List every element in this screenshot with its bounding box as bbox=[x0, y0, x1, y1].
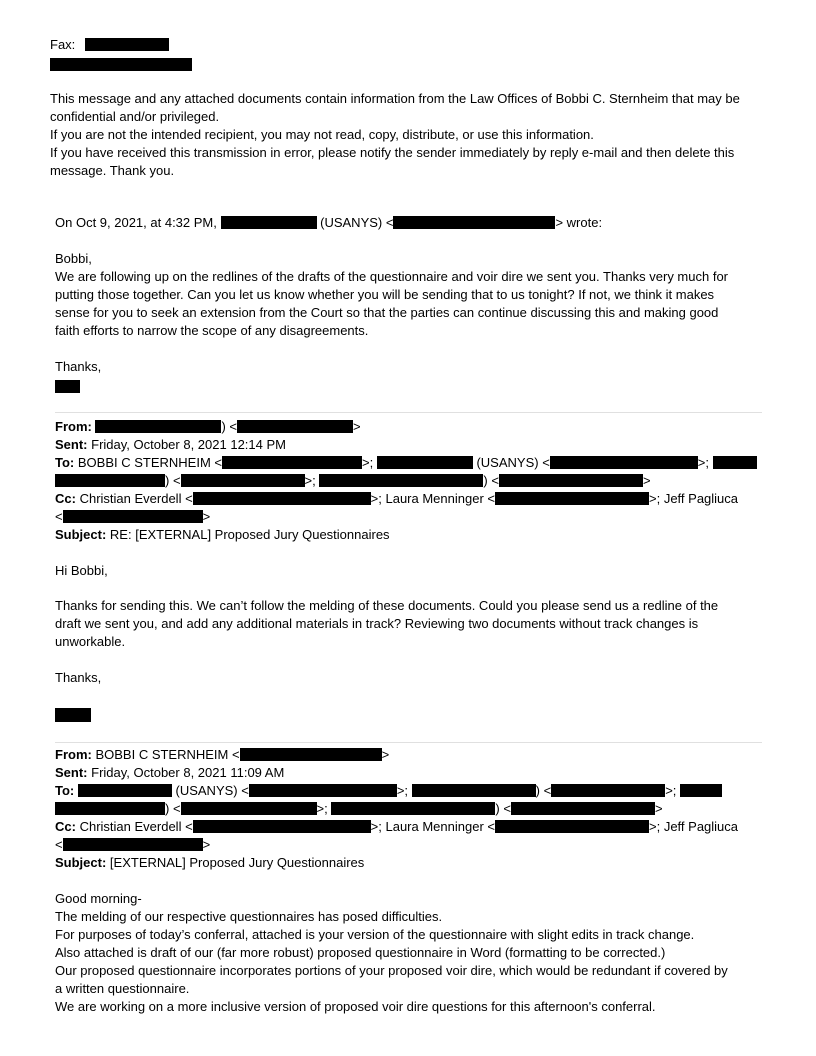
cc-name: Christian Everdell < bbox=[79, 819, 193, 834]
body-line: Thanks for sending this. We can’t follow the melding of these documents. Could you please send us a redline of the bbox=[55, 598, 719, 613]
cc-name: Jeff Pagliuca bbox=[663, 819, 739, 834]
redaction bbox=[499, 474, 643, 487]
cc-row bbox=[55, 490, 816, 508]
redaction bbox=[222, 456, 362, 469]
sent-value: Friday, October 8, 2021 12:14 PM bbox=[91, 437, 286, 452]
fax-number-row bbox=[50, 56, 816, 74]
separator: ) < bbox=[535, 783, 552, 798]
separator: ) < bbox=[165, 473, 181, 488]
redaction bbox=[78, 784, 172, 797]
body-line: For purposes of today’s conferral, attached is your version of the questionnaire with slight edits in track change. bbox=[55, 927, 695, 942]
separator: > bbox=[353, 419, 361, 434]
redaction bbox=[249, 784, 397, 797]
separator: >; bbox=[362, 455, 374, 470]
cc-label: Cc: bbox=[55, 819, 76, 834]
to-name: BOBBI C STERNHEIM < bbox=[77, 455, 222, 470]
separator: > bbox=[654, 801, 663, 816]
redaction bbox=[550, 456, 698, 469]
to-row bbox=[55, 782, 816, 800]
redaction bbox=[240, 748, 382, 761]
email2-signature bbox=[55, 707, 816, 725]
quote-suffix: > wrote: bbox=[555, 215, 603, 230]
redaction bbox=[511, 802, 655, 815]
cc-name: Laura Menninger < bbox=[385, 819, 495, 834]
redaction bbox=[551, 784, 665, 797]
subject-label: Subject: bbox=[55, 527, 107, 542]
cc-row-continued bbox=[55, 508, 816, 526]
fax-label: Fax: bbox=[50, 37, 76, 52]
to-row bbox=[55, 454, 816, 472]
sent-label: Sent: bbox=[55, 437, 88, 452]
redaction bbox=[221, 216, 317, 229]
separator: >; bbox=[316, 801, 328, 816]
redaction bbox=[331, 802, 495, 815]
separator: >; bbox=[665, 783, 677, 798]
separator: >; bbox=[697, 455, 710, 470]
redaction bbox=[680, 784, 722, 797]
separator: >; bbox=[304, 473, 316, 488]
redaction bbox=[193, 492, 371, 505]
subject-value: [EXTERNAL] Proposed Jury Questionnaires bbox=[109, 855, 365, 870]
body-line: Our proposed questionnaire incorporates portions of your proposed voir dire, which would be redundant if covered by bbox=[55, 963, 728, 978]
body-line: a written questionnaire. bbox=[55, 981, 190, 996]
email3-body bbox=[55, 890, 816, 1016]
body-line: We are following up on the redlines of the drafts of the questionnaire and voir dire we sent you. Thanks very much for bbox=[55, 269, 729, 284]
cc-name: Jeff Pagliuca bbox=[663, 491, 739, 506]
body-line: Good morning- bbox=[55, 891, 142, 906]
subject-row bbox=[55, 526, 816, 544]
to-org: (USANYS) < bbox=[476, 455, 550, 470]
sent-row bbox=[55, 436, 816, 454]
separator: >; bbox=[648, 491, 664, 506]
redaction bbox=[495, 820, 649, 833]
subject-value: RE: [EXTERNAL] Proposed Jury Questionnaires bbox=[109, 527, 390, 542]
from-row bbox=[55, 746, 816, 764]
separator: ) < bbox=[221, 419, 238, 434]
redaction bbox=[237, 420, 353, 433]
cc-name: Laura Menninger < bbox=[385, 491, 495, 506]
separator: > bbox=[202, 837, 211, 852]
redaction bbox=[319, 474, 483, 487]
body-line: Also attached is draft of our (far more robust) proposed questionnaire in Word (formatting to be corrected.) bbox=[55, 945, 666, 960]
cc-row-continued bbox=[55, 836, 816, 854]
disclaimer-line: If you are not the intended recipient, you may not read, copy, distribute, or use this information. bbox=[50, 127, 594, 142]
cc-name: Christian Everdell < bbox=[79, 491, 193, 506]
divider bbox=[55, 412, 762, 413]
cc-row bbox=[55, 818, 816, 836]
redaction bbox=[181, 802, 317, 815]
subject-row bbox=[55, 854, 816, 872]
email1-closing: Thanks, bbox=[55, 359, 102, 374]
redaction bbox=[193, 820, 371, 833]
email2-header bbox=[55, 418, 816, 544]
redaction bbox=[95, 420, 221, 433]
disclaimer-line: If you have received this transmission in error, please notify the sender immediately by reply e-mail and then delete this bbox=[50, 145, 735, 160]
sent-value: Friday, October 8, 2021 11:09 AM bbox=[91, 765, 285, 780]
body-line: unworkable. bbox=[55, 634, 126, 649]
divider bbox=[55, 742, 762, 743]
redaction bbox=[713, 456, 757, 469]
separator: > bbox=[381, 747, 390, 762]
separator: ) < bbox=[495, 801, 511, 816]
redaction bbox=[63, 510, 203, 523]
email1-signature bbox=[55, 378, 816, 396]
to-label: To: bbox=[55, 455, 75, 470]
cc-label: Cc: bbox=[55, 491, 76, 506]
body-line: faith efforts to narrow the scope of any disagreements. bbox=[55, 323, 369, 338]
body-line: putting those together. Can you let us know whether you will be sending that to us tonight? If not, we think it makes bbox=[55, 287, 715, 302]
separator: > bbox=[642, 473, 651, 488]
from-label: From: bbox=[55, 419, 92, 434]
quote-header bbox=[55, 214, 816, 232]
redaction bbox=[85, 38, 169, 51]
email2-body bbox=[55, 597, 816, 651]
body-line: sense for you to seek an extension from the Court so that the parties can continue discussing this and making good bbox=[55, 305, 719, 320]
redaction bbox=[50, 58, 192, 71]
body-line: The melding of our respective questionnaires has posed difficulties. bbox=[55, 909, 443, 924]
from-label: From: bbox=[55, 747, 92, 762]
body-line: We are working on a more inclusive version of proposed voir dire questions for this afternoon's conferral. bbox=[55, 999, 656, 1014]
fax-line bbox=[50, 36, 816, 54]
redaction bbox=[63, 838, 203, 851]
redaction bbox=[55, 474, 165, 487]
redaction bbox=[55, 708, 91, 722]
greeting: Bobbi, bbox=[55, 251, 92, 266]
from-row bbox=[55, 418, 816, 436]
separator: >; bbox=[396, 783, 409, 798]
to-org: (USANYS) < bbox=[175, 783, 249, 798]
sent-row bbox=[55, 764, 816, 782]
separator: >; bbox=[648, 819, 664, 834]
redaction bbox=[55, 802, 165, 815]
redaction bbox=[55, 380, 80, 393]
separator: ) < bbox=[165, 801, 181, 816]
disclaimer-line: confidential and/or privileged. bbox=[50, 109, 220, 124]
from-value: BOBBI C STERNHEIM < bbox=[95, 747, 240, 762]
disclaimer bbox=[50, 90, 816, 180]
separator: >; bbox=[370, 819, 386, 834]
quote-org: (USANYS) < bbox=[320, 215, 394, 230]
redaction bbox=[412, 784, 536, 797]
separator: >; bbox=[370, 491, 386, 506]
disclaimer-line: This message and any attached documents contain information from the Law Offices of Bobbi C. Sternheim that may be bbox=[50, 91, 740, 106]
disclaimer-line: message. Thank you. bbox=[50, 163, 175, 178]
email2-greeting: Hi Bobbi, bbox=[55, 563, 108, 578]
separator: < bbox=[55, 837, 63, 852]
quote-prefix: On Oct 9, 2021, at 4:32 PM, bbox=[55, 215, 217, 230]
body-line: draft we sent you, and add any additional materials in track? Reviewing two documents without track changes is bbox=[55, 616, 699, 631]
separator: < bbox=[55, 509, 63, 524]
to-row-continued bbox=[55, 472, 816, 490]
to-label: To: bbox=[55, 783, 75, 798]
email2-closing: Thanks, bbox=[55, 670, 102, 685]
redaction bbox=[495, 492, 649, 505]
separator: ) < bbox=[483, 473, 499, 488]
redaction bbox=[181, 474, 305, 487]
separator: > bbox=[202, 509, 211, 524]
email1-body bbox=[55, 250, 816, 340]
email3-header bbox=[55, 746, 816, 872]
redaction bbox=[393, 216, 555, 229]
subject-label: Subject: bbox=[55, 855, 107, 870]
to-row-continued bbox=[55, 800, 816, 818]
sent-label: Sent: bbox=[55, 765, 88, 780]
redaction bbox=[377, 456, 473, 469]
